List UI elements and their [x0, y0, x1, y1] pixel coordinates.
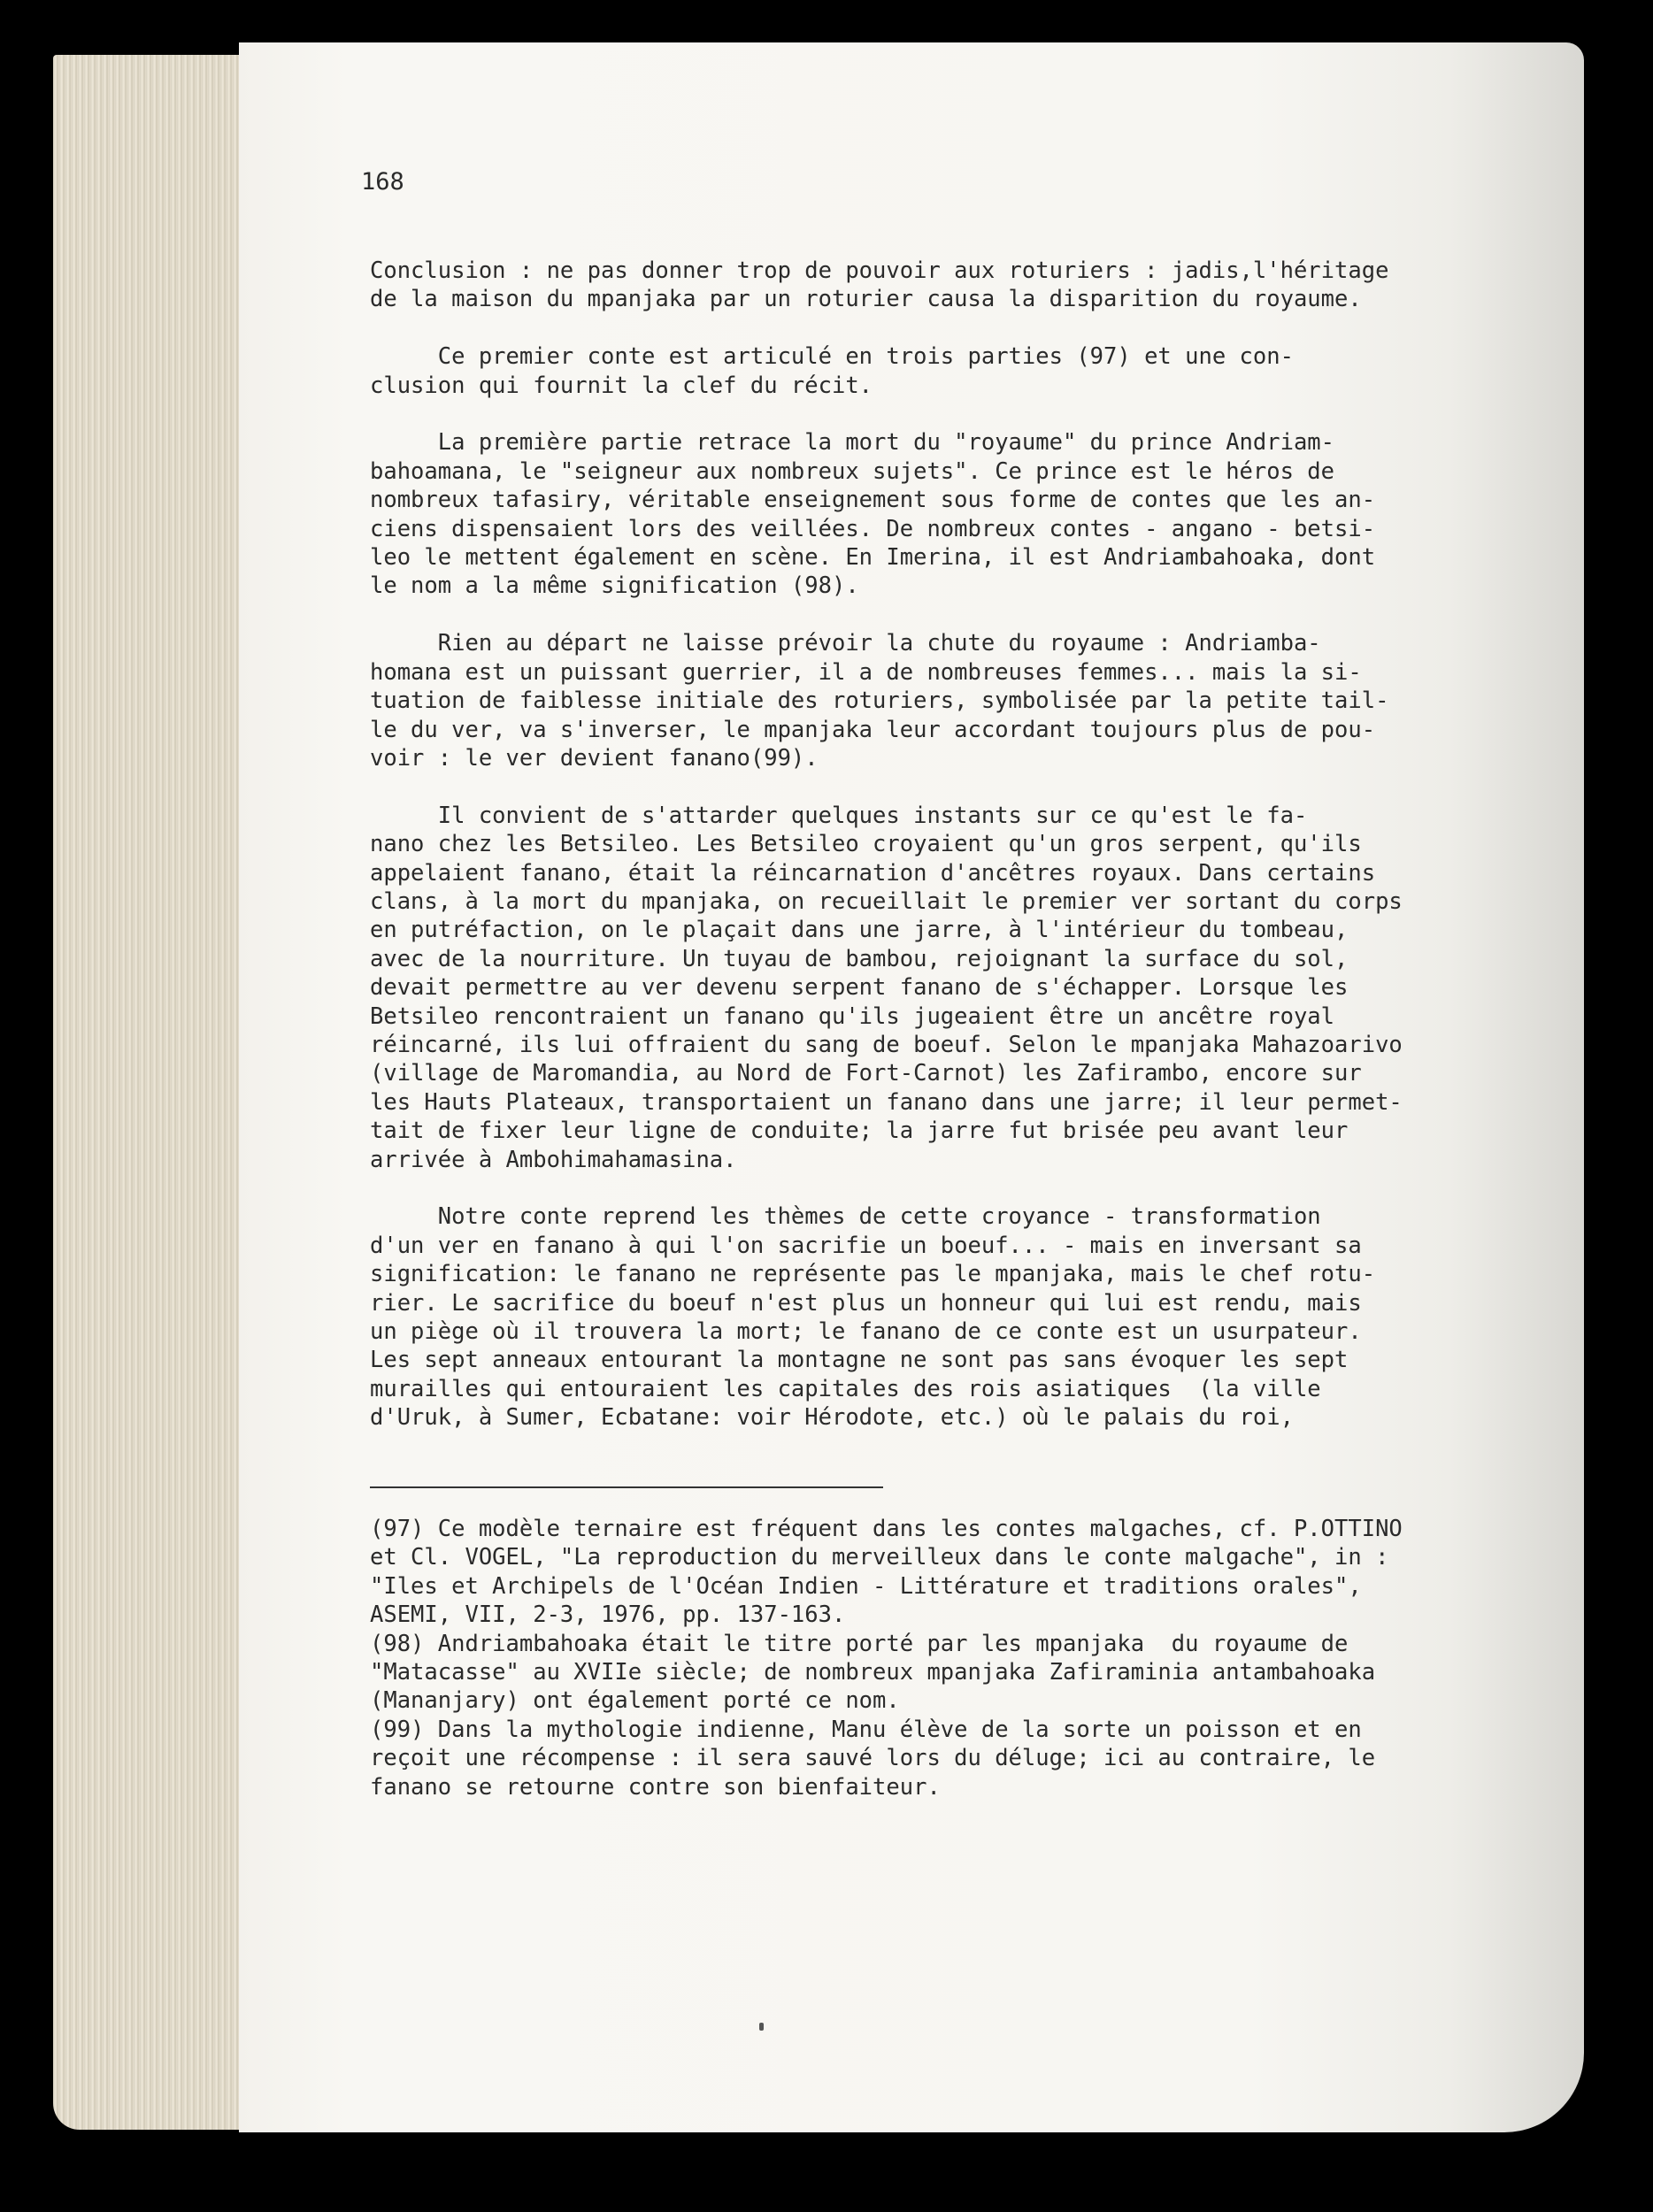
- text-line: d'Uruk, à Sumer, Ecbatane: voir Hérodote, etc.) où le palais du roi,: [370, 1404, 1294, 1432]
- footnote-line: et Cl. VOGEL, "La reproduction du merveilleux dans le conte malgache", in :: [370, 1544, 1389, 1571]
- footnote-line: "Matacasse" au XVIIe siècle; de nombreux mpanjaka Zafiraminia antambahoaka: [370, 1659, 1376, 1686]
- text-line: bahoamana, le "seigneur aux nombreux sujets". Ce prince est le héros de: [370, 457, 1335, 485]
- text-line: appelaient fanano, était la réincarnation d'ancêtres royaux. Dans certains: [370, 859, 1376, 887]
- main-text: [370, 257, 1403, 1432]
- text-line: avec de la nourriture. Un tuyau de bambou, rejoignant la surface du sol,: [370, 945, 1349, 972]
- text-line: homana est un puissant guerrier, il a de nombreuses femmes... mais la si-: [370, 658, 1362, 686]
- text-line: devait permettre au ver devenu serpent fanano de s'échapper. Lorsque les: [370, 974, 1349, 1002]
- footnote-line: fanano se retourne contre son bienfaiteur.: [370, 1773, 941, 1801]
- text-line: Betsileo rencontraient un fanano qu'ils jugeaient être un ancêtre royal: [370, 1002, 1335, 1030]
- footnote-separator: [370, 1486, 883, 1488]
- text-line: [370, 601, 1403, 629]
- text-line: tuation de faiblesse initiale des roturiers, symbolisée par la petite tail-: [370, 687, 1389, 715]
- text-line: un piège où il trouvera la mort; le fanano de ce conte est un usurpateur.: [370, 1318, 1362, 1346]
- text-line: le nom a la même signification (98).: [370, 572, 859, 600]
- text-line: clans, à la mort du mpanjaka, on recueillait le premier ver sortant du corps: [370, 887, 1403, 915]
- footnote-line: ASEMI, VII, 2-3, 1976, pp. 137-163.: [370, 1601, 846, 1629]
- text-line: Notre conte reprend les thèmes de cette croyance - transformation: [370, 1203, 1321, 1231]
- page-number: 168: [361, 168, 404, 196]
- text-line: voir : le ver devient fanano(99).: [370, 744, 819, 772]
- text-line: murailles qui entouraient les capitales des rois asiatiques (la ville: [370, 1375, 1321, 1402]
- text-line: d'un ver en fanano à qui l'on sacrifie un boeuf... - mais en inversant sa: [370, 1232, 1362, 1259]
- page-stack-edge: [53, 55, 257, 2130]
- text-line: les Hauts Plateaux, transportaient un fanano dans une jarre; il leur permet-: [370, 1088, 1403, 1116]
- footnote-line: (Mananjary) ont également porté ce nom.: [370, 1687, 900, 1715]
- text-line: [370, 1174, 1403, 1202]
- text-line: en putréfaction, on le plaçait dans une jarre, à l'intérieur du tombeau,: [370, 917, 1349, 944]
- text-line: clusion qui fournit la clef du récit.: [370, 372, 873, 399]
- text-line: [370, 314, 1403, 342]
- text-line: tait de fixer leur ligne de conduite; la jarre fut brisée peu avant leur: [370, 1118, 1349, 1145]
- text-line: La première partie retrace la mort du "royaume" du prince Andriam-: [370, 429, 1335, 457]
- text-line: réincarné, ils lui offraient du sang de boeuf. Selon le mpanjaka Mahazoarivo: [370, 1031, 1403, 1058]
- footnotes: [370, 1515, 1403, 1801]
- text-line: signification: le fanano ne représente pas le mpanjaka, mais le chef rotu-: [370, 1261, 1376, 1288]
- text-line: Les sept anneaux entourant la montagne ne sont pas sans évoquer les sept: [370, 1347, 1349, 1374]
- text-line: nombreux tafasiry, véritable enseignement sous forme de contes que les an-: [370, 487, 1376, 514]
- text-line: de la maison du mpanjaka par un roturier causa la disparition du royaume.: [370, 286, 1362, 313]
- footnote-line: (99) Dans la mythologie indienne, Manu élève de la sorte un poisson et en: [370, 1716, 1362, 1743]
- stray-ink-mark: [759, 2023, 764, 2031]
- text-line: Rien au départ ne laisse prévoir la chute du royaume : Andriamba-: [370, 630, 1321, 657]
- footnote-line: (97) Ce modèle ternaire est fréquent dans les contes malgaches, cf. P.OTTINO: [370, 1516, 1403, 1542]
- text-line: Ce premier conte est articulé en trois parties (97) et une con-: [370, 343, 1294, 371]
- text-line: arrivée à Ambohimahamasina.: [370, 1146, 737, 1173]
- text-line: [370, 772, 1403, 801]
- text-line: Il convient de s'attarder quelques instants sur ce qu'est le fa-: [370, 802, 1308, 829]
- text-line: leo le mettent également en scène. En Imerina, il est Andriambahoaka, dont: [370, 544, 1376, 572]
- text-line: rier. Le sacrifice du boeuf n'est plus un honneur qui lui est rendu, mais: [370, 1289, 1362, 1317]
- text-line: ciens dispensaient lors des veillées. De nombreux contes - angano - betsi-: [370, 515, 1376, 542]
- text-line: le du ver, va s'inverser, le mpanjaka leur accordant toujours plus de pou-: [370, 716, 1376, 743]
- text-line: nano chez les Betsileo. Les Betsileo croyaient qu'un gros serpent, qu'ils: [370, 831, 1362, 858]
- footnote-line: "Iles et Archipels de l'Océan Indien - Littérature et traditions orales",: [370, 1572, 1362, 1600]
- footnote-line: reçoit une récompense : il sera sauvé lors du déluge; ici au contraire, le: [370, 1745, 1376, 1772]
- text-line: Conclusion : ne pas donner trop de pouvoir aux roturiers : jadis,l'héritage: [370, 257, 1389, 284]
- text-line: [370, 400, 1403, 428]
- text-line: (village de Maromandia, au Nord de Fort-Carnot) les Zafirambo, encore sur: [370, 1060, 1362, 1087]
- footnote-line: (98) Andriambahoaka était le titre porté par les mpanjaka du royaume de: [370, 1630, 1349, 1657]
